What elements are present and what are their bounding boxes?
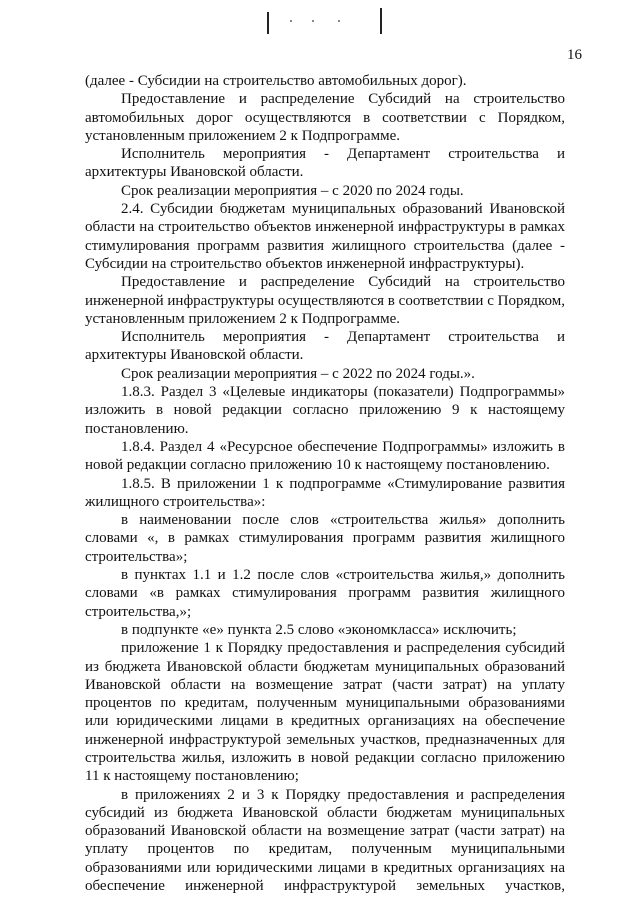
paragraph: Срок реализации мероприятия – с 2020 по 2024 годы. bbox=[121, 182, 464, 199]
page-number: 16 bbox=[567, 47, 582, 63]
paragraph: 1.8.3. Раздел 3 «Целевые индикаторы (показатели) Подпрограммы» изложить в новой редакции согласно приложению 9 к настоящему постановлению. bbox=[85, 384, 565, 437]
paragraph: в подпункте «е» пункта 2.5 слово «экономкласса» исключить; bbox=[121, 621, 517, 638]
paragraph: Срок реализации мероприятия – с 2022 по 2024 годы.». bbox=[121, 365, 475, 382]
paragraph: приложение 1 к Порядку предоставления и распределения субсидий из бюджета Ивановской области бюджетам муниципальных образований Ивановской области на возмещение затрат (части затрат) на уплату процентов по кредитам, полученным муниципальными образованиями или юридическими лицами в кредитных организациях на обеспечение инженерной инфраструктурой земельных участков, предназначенных для строительства жилья, изложить в новой редакции согласно приложению 11 к настоящему постановлению; bbox=[85, 640, 565, 785]
paragraph: (далее - Субсидии на строительство автомобильных дорог). bbox=[85, 73, 467, 89]
scan-dot bbox=[338, 20, 340, 22]
paragraph: 2.4. Субсидии бюджетам муниципальных образований Ивановской области на строительство объектов инженерной инфраструктуры в рамках стимулирования программ развития жилищного строительства (далее - Субсидии на строительство объектов инженерной инфраструктуры). bbox=[85, 201, 565, 272]
scan-mark-right bbox=[380, 8, 382, 34]
scan-mark-left bbox=[267, 12, 269, 34]
paragraph: Исполнитель мероприятия - Департамент строительства и архитектуры Ивановской области. bbox=[85, 329, 565, 364]
paragraph: в приложениях 2 и 3 к Порядку предоставления и распределения субсидий из бюджета Ивановской области бюджетам муниципальных образований Ивановской области на возмещение затрат (части затрат) на уплату процентов по кредитам, полученным муниципальными образованиями или юридическими лицами в кредитных организациях на обеспечение инженерной инфраструктурой земельных участков, bbox=[85, 786, 565, 895]
paragraph: 1.8.4. Раздел 4 «Ресурсное обеспечение Подпрограммы» изложить в новой редакции согласно приложению 10 к настоящему постановлению. bbox=[85, 438, 565, 474]
paragraph: Исполнитель мероприятия - Департамент строительства и архитектуры Ивановской области. bbox=[85, 146, 565, 181]
paragraph: в наименовании после слов «строительства жилья» дополнить словами «, в рамках стимулирования программ развития жилищного строительства»; bbox=[85, 512, 565, 565]
scan-dot bbox=[290, 20, 292, 22]
paragraph: Предоставление и распределение Субсидий на строительство автомобильных дорог осуществляются в соответствии с Порядком, установленным приложением 2 к Подпрограмме. bbox=[85, 91, 565, 144]
document-body bbox=[85, 72, 565, 895]
scan-dot bbox=[312, 20, 314, 22]
paragraph: в пунктах 1.1 и 1.2 после слов «строительства жилья,» дополнить словами «в рамках стимулирования программ развития жилищного строительства,»; bbox=[85, 567, 565, 620]
paragraph: 1.8.5. В приложении 1 к подпрограмме «Стимулирование развития жилищного строительства»: bbox=[85, 475, 565, 510]
paragraph: Предоставление и распределение Субсидий на строительство инженерной инфраструктуры осуществляются в соответствии с Порядком, установленным приложением 2 к Подпрограмме. bbox=[85, 274, 565, 327]
